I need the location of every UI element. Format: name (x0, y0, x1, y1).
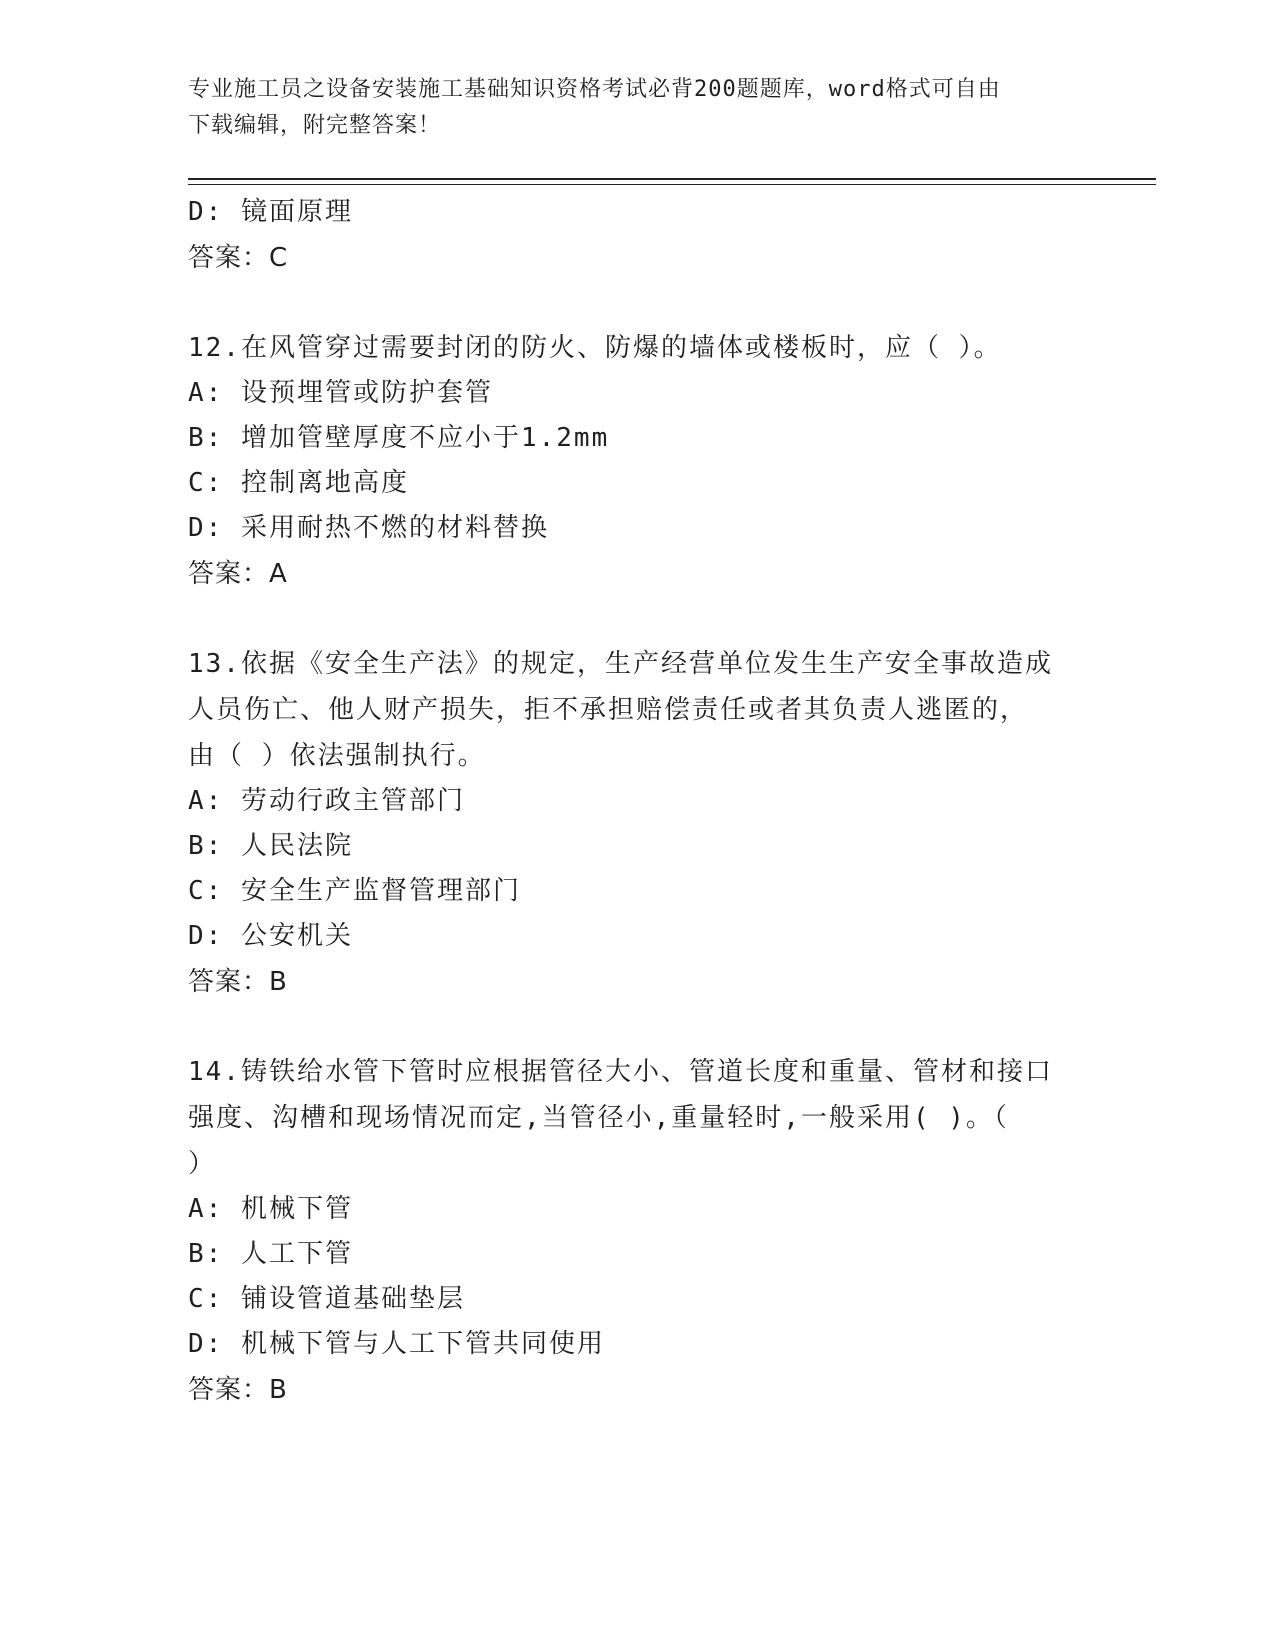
option-a: A: 设预埋管或防护套管 (188, 378, 493, 408)
answer-line: 答案：A (188, 559, 288, 589)
continued-question-11 (188, 190, 1088, 281)
question-text-line: 由（ ）依法强制执行。 (188, 741, 486, 771)
option-b: B: 人工下管 (188, 1239, 353, 1269)
option-a: A: 劳动行政主管部门 (188, 786, 465, 816)
question-text-line: ） (188, 1149, 217, 1179)
question-13 (188, 641, 1088, 1005)
answer-line: 答案：B (188, 1375, 288, 1405)
option-d: D: 公安机关 (188, 921, 353, 951)
option-c: C: 安全生产监督管理部门 (188, 876, 521, 906)
header-line-2: 下载编辑，附完整答案！ (188, 113, 442, 138)
header-divider-thick (188, 178, 1156, 180)
option-c: C: 控制离地高度 (188, 468, 409, 498)
answer-line: 答案：C (188, 243, 289, 273)
header-divider-thin (188, 184, 1156, 185)
option-d: D: 机械下管与人工下管共同使用 (188, 1329, 605, 1359)
question-text-line: 13.依据《安全生产法》的规定，生产经营单位发生生产安全事故造成 (188, 649, 1053, 679)
question-text-line: 人员伤亡、他人财产损失，拒不承担赔偿责任或者其负责人逃匿的， (188, 695, 1029, 725)
question-text-line: 12.在风管穿过需要封闭的防火、防爆的墙体或楼板时，应（ ）。 (188, 333, 1002, 363)
option-a: A: 机械下管 (188, 1194, 353, 1224)
document-header (188, 72, 1068, 144)
answer-line: 答案：B (188, 967, 288, 997)
question-content (188, 190, 1088, 1413)
option-b: B: 人民法院 (188, 831, 353, 861)
option-d: D: 采用耐热不燃的材料替换 (188, 513, 549, 543)
option-d: D: 镜面原理 (188, 197, 353, 227)
option-c: C: 铺设管道基础垫层 (188, 1284, 465, 1314)
question-text-line: 14.铸铁给水管下管时应根据管径大小、管道长度和重量、管材和接口 (188, 1057, 1053, 1087)
question-14 (188, 1049, 1088, 1413)
question-12 (188, 325, 1088, 597)
question-text-line: 强度、沟槽和现场情况而定,当管径小,重量轻时,一般采用( )。（ (188, 1103, 1009, 1133)
option-b: B: 增加管壁厚度不应小于1.2mm (188, 423, 610, 453)
header-line-1: 专业施工员之设备安装施工基础知识资格考试必背200题题库，word格式可自由 (188, 77, 1001, 102)
